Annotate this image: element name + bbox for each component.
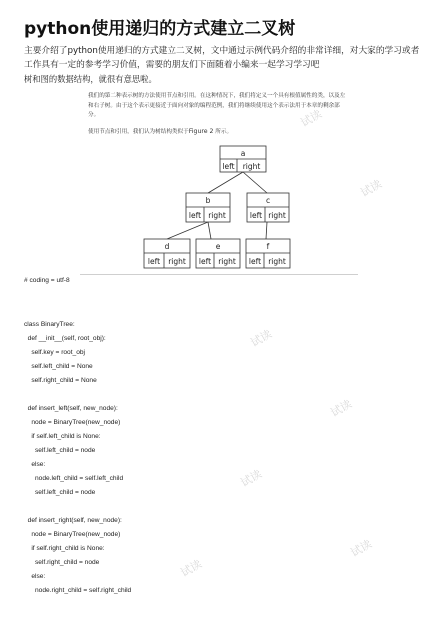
node-c-right-label: right xyxy=(268,211,286,220)
code-line: self.left_child = node xyxy=(24,447,96,454)
node-a-value: a xyxy=(240,149,246,158)
code-line: if self.right_child is None: xyxy=(24,545,105,552)
watermark-mark: 试读 xyxy=(178,557,205,580)
edge-a-b xyxy=(208,172,243,193)
code-line: node.left_child = self.left_child xyxy=(24,475,124,482)
book-excerpt-figure xyxy=(80,88,358,275)
binary-tree-diagram xyxy=(80,88,358,274)
code-line: def insert_right(self, new_node): xyxy=(24,517,122,524)
watermark-mark: 试读 xyxy=(358,177,385,200)
code-line: else: xyxy=(24,461,46,468)
edge-b-d xyxy=(167,222,208,239)
code-line: node.right_child = self.right_child xyxy=(24,587,132,594)
code-line: if self.left_child is None: xyxy=(24,433,101,440)
node-f-left-label: left xyxy=(248,257,262,266)
code-line: self.right_child = None xyxy=(24,377,97,384)
node-a-left-label: left xyxy=(222,162,235,171)
code-line: node = BinaryTree(new_node) xyxy=(24,531,121,538)
node-e-left-label: left xyxy=(198,257,212,266)
tree-node-b xyxy=(186,193,230,222)
node-c-left-label: left xyxy=(249,211,263,220)
node-c-value: c xyxy=(265,196,271,205)
node-f-value: f xyxy=(266,242,270,251)
watermark-mark: 试读 xyxy=(298,107,325,130)
figure-ref-prefix: 使用节点和引用，我们认为树结构类似于 xyxy=(88,129,189,135)
node-b-left-label: left xyxy=(188,211,202,220)
edge-c-f xyxy=(266,222,267,239)
tree-node-a xyxy=(220,146,266,172)
node-d-value: d xyxy=(164,242,170,251)
watermark-mark: 试读 xyxy=(238,467,265,490)
watermark-mark: 试读 xyxy=(348,537,375,560)
edge-a-c xyxy=(243,172,267,193)
intro-paragraph: 主要介绍了python使用递归的方式建立二叉树，文中通过示例代码介绍的非常详细，对大家的学习或者工作具有一定的参考学习价值，需要的朋友们下面随着小编来一起学习学习吧 xyxy=(24,46,420,70)
figure-paragraph: 我们的第二种表示树的方法使用节点和引用。在这种情况下，我们将定义一个具有根值属性的类，以及左和右子树。由于这个表示更接近于面向对象的编程范例，我们将继续使用这个表示法用于本章的剩余部分。 xyxy=(88,93,346,119)
code-line: def insert_left(self, new_node): xyxy=(24,405,118,412)
node-d-left-label: left xyxy=(147,257,161,266)
tree-node-f xyxy=(246,239,290,268)
tree-node-c xyxy=(247,193,289,222)
page-title: python使用递归的方式建立二叉树 xyxy=(24,19,296,39)
code-line: self.right_child = node xyxy=(24,559,100,566)
code-line: self.key = root_obj xyxy=(24,349,86,356)
code-line: def __init__(self, root_obj): xyxy=(24,335,106,342)
figure-ref-suffix: 所示。 xyxy=(213,129,233,135)
tree-node-d xyxy=(144,239,190,268)
node-b-right-label: right xyxy=(208,211,226,220)
tree-node-e xyxy=(196,239,240,268)
node-f-right-label: right xyxy=(268,257,286,266)
code-line: self.left_child = None xyxy=(24,363,93,370)
code-line: class BinaryTree: xyxy=(24,321,75,328)
edge-b-e xyxy=(208,222,211,239)
watermark-mark: 试读 xyxy=(248,327,275,350)
node-d-right-label: right xyxy=(168,257,186,266)
node-b-value: b xyxy=(205,196,211,205)
watermark-mark: 试读 xyxy=(328,397,355,420)
node-a-right-label: right xyxy=(242,162,261,171)
code-line: else: xyxy=(24,573,46,580)
code-line: node = BinaryTree(new_node) xyxy=(24,419,121,426)
intro-paragraph-2: 树和图的数据结构，就很有意思啦。 xyxy=(24,74,157,84)
code-line: # coding = utf-8 xyxy=(24,277,70,284)
code-line: self.left_child = node xyxy=(24,489,96,496)
node-e-value: e xyxy=(215,242,221,251)
figure-ref-number: Figure 2 xyxy=(188,128,214,135)
node-e-right-label: right xyxy=(218,257,236,266)
